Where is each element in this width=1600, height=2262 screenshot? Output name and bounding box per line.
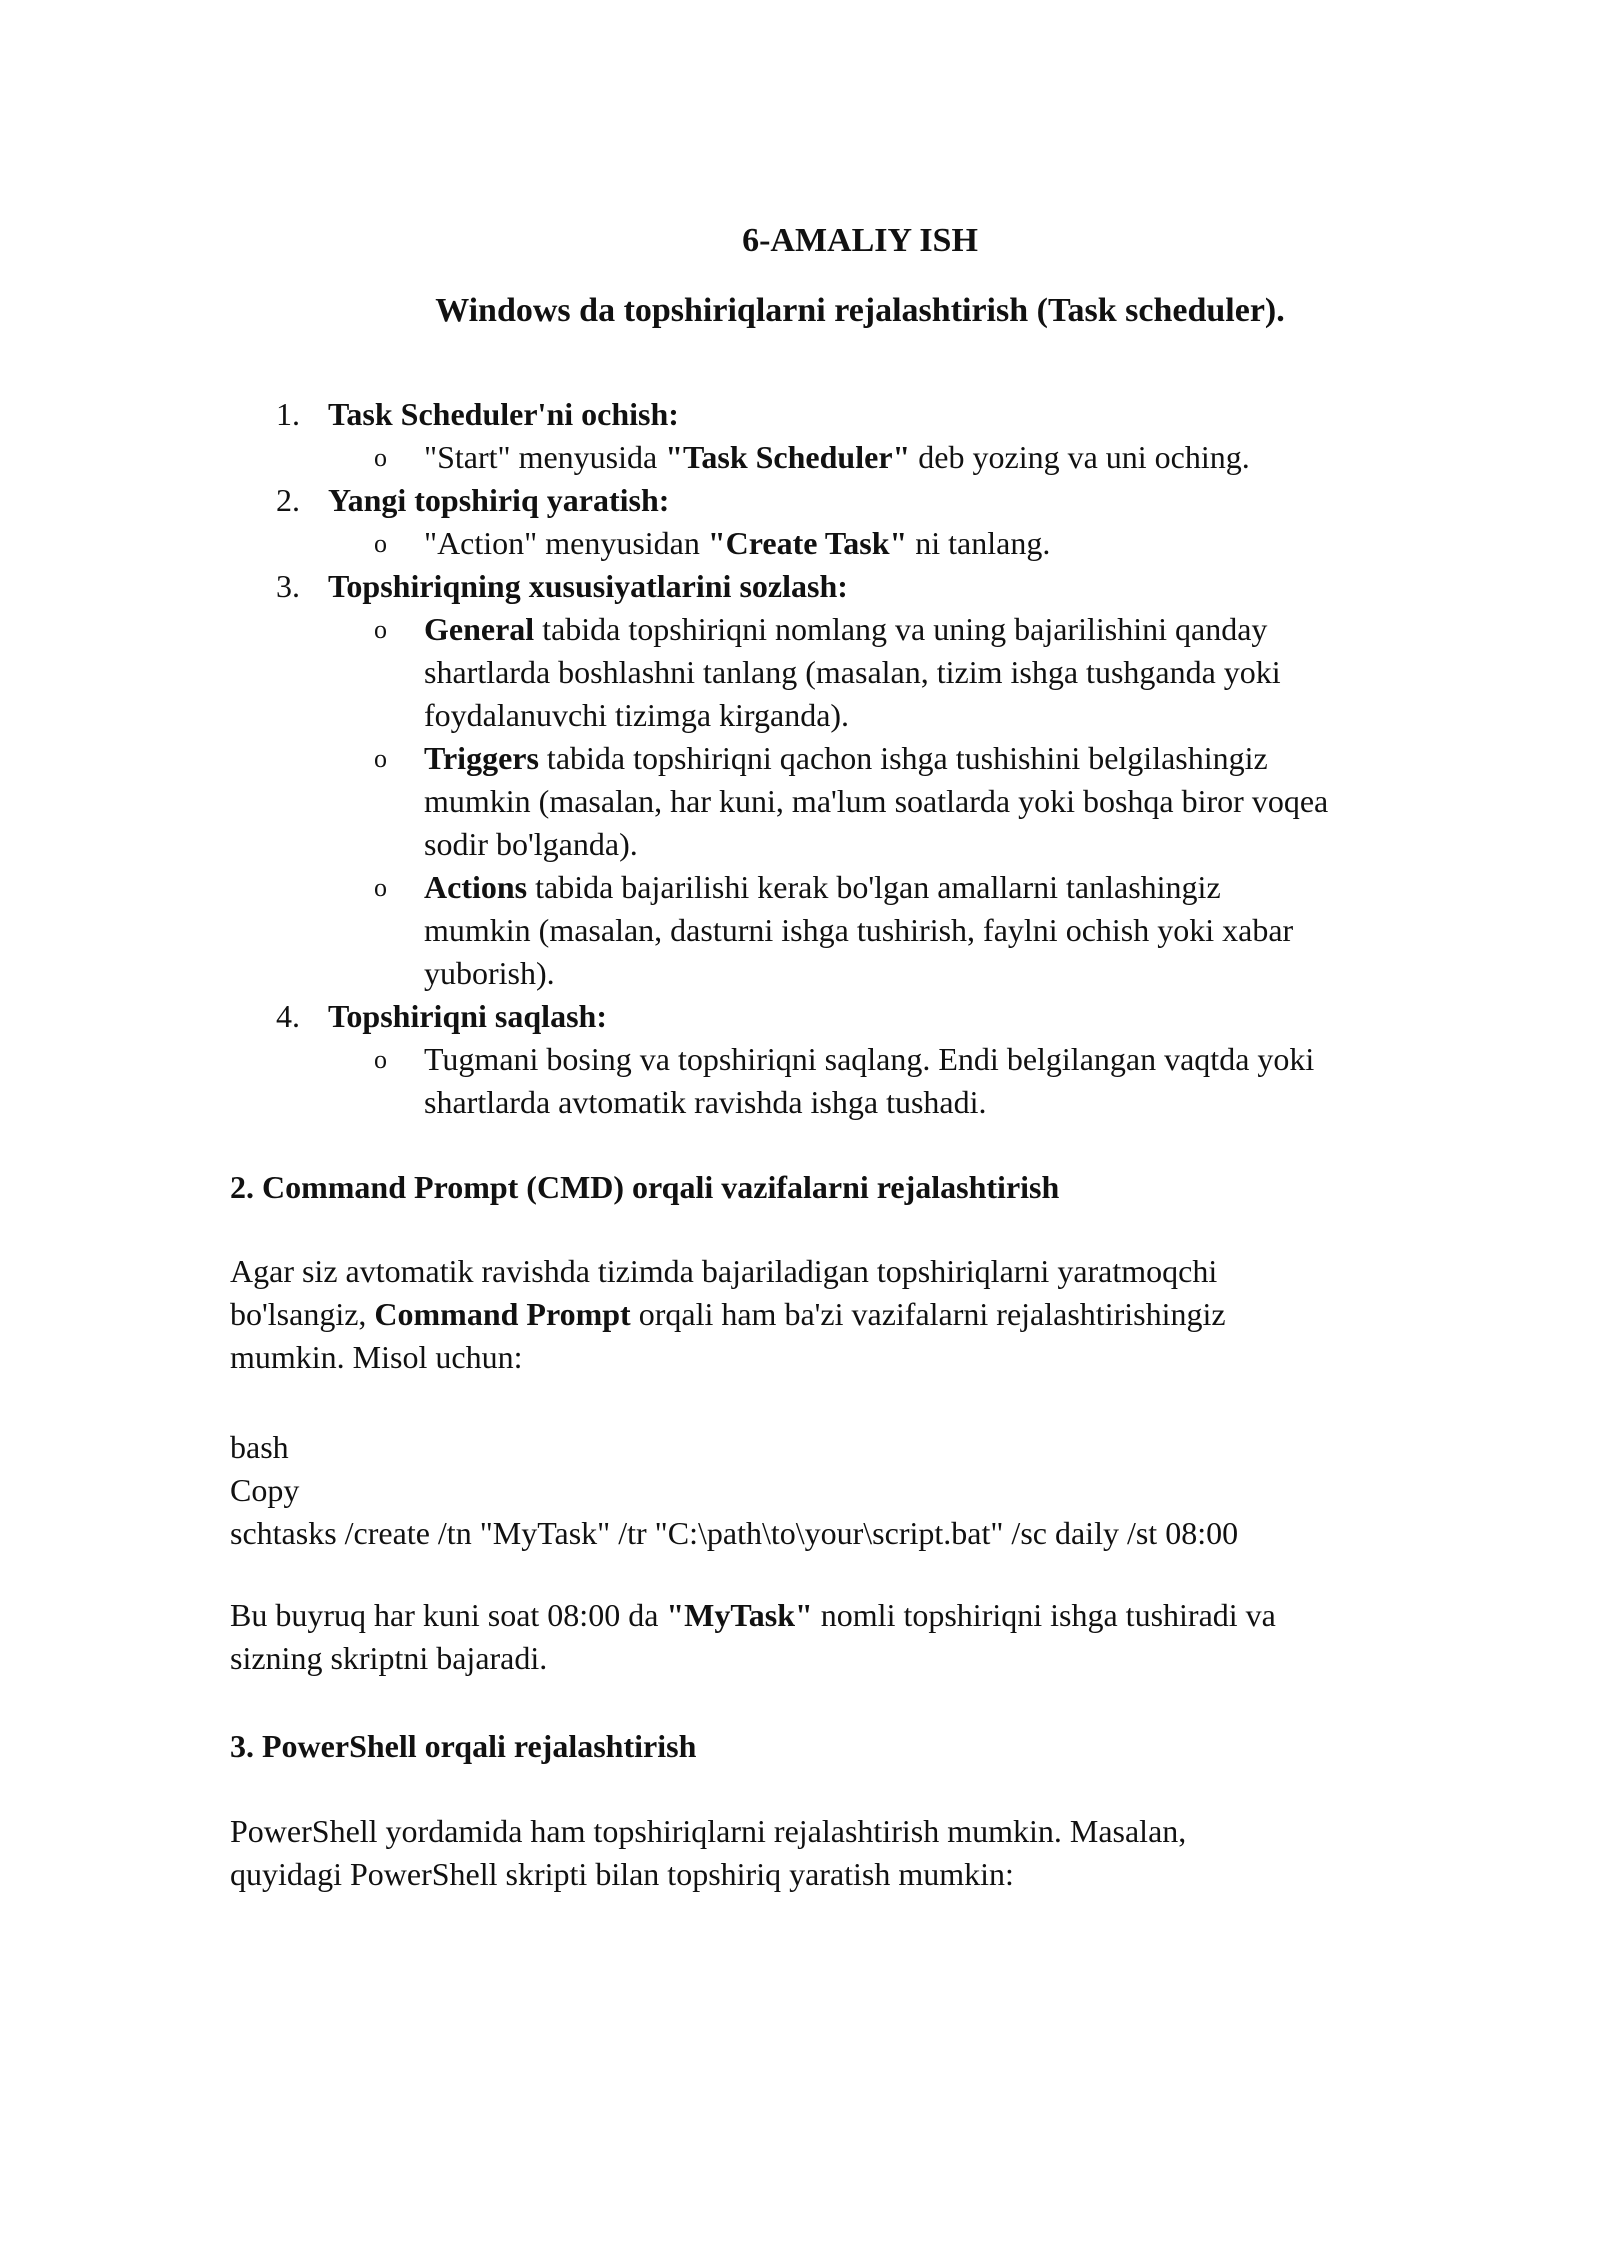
copy-button[interactable]: Copy [230,1472,300,1508]
steps-list [230,393,1530,1124]
sub-list [328,1038,1530,1124]
sub-item-text: foydalanuvchi tizimga kirganda). [424,697,850,733]
step-item [230,393,1530,479]
bullet-icon: o [374,443,387,472]
page-subtitle: Windows da topshiriqlarni rejalashtirish (Task scheduler). [435,292,1285,329]
cmd-paragraph-text: mumkin. Misol uchun: [230,1339,523,1375]
sub-item [328,436,1530,479]
sub-item-text: Tugmani bosing va topshiriqni saqlang. Endi belgilangan vaqtda yoki [424,1041,1315,1077]
bullet-icon: o [374,1045,387,1074]
cmd-section-heading: 2. Command Prompt (CMD) orqali vazifalarni rejalashtirish [230,1169,1060,1205]
command-explanation-text: nomli topshiriqni ishga tushiradi va [812,1597,1276,1633]
sub-item-bold-term: "Create Task" [707,525,908,561]
step-item [230,479,1530,565]
sub-item [328,1038,1530,1124]
step-number: 3. [276,568,300,604]
cmd-paragraph-text: orqali ham ba'zi vazifalarni rejalashtirishingiz [630,1296,1226,1332]
sub-item-text: mumkin (masalan, har kuni, ma'lum soatlarda yoki boshqa biror voqea [424,783,1329,819]
cmd-section [230,1166,1500,1209]
sub-item-line [424,780,1530,823]
step-item [230,565,1530,995]
sub-item-bold-term: "Task Scheduler" [665,439,911,475]
bullet-icon: o [374,744,387,773]
bullet-icon: o [374,873,387,902]
sub-item-bold-term: General [424,611,535,647]
sub-list [328,608,1530,995]
sub-item-text: "Action" menyusidan [424,525,708,561]
sub-list [328,522,1530,565]
command-explanation-line [230,1594,1500,1637]
sub-item-line [424,823,1530,866]
sub-item-line [424,952,1530,995]
sub-item-line [424,1038,1530,1081]
sub-item-line [424,694,1530,737]
step-title: Topshiriqning xususiyatlarini sozlash: [328,568,848,604]
sub-item-text: sodir bo'lganda). [424,826,638,862]
command-explanation-text: Bu buyruq har kuni soat 08:00 da [230,1597,667,1633]
powershell-paragraph-line [230,1853,1500,1896]
sub-item-line [424,522,1530,565]
sub-item [328,608,1530,737]
step-number: 4. [276,998,300,1034]
command-explanation-bold-term: "MyTask" [666,1597,813,1633]
code-language-label: bash [230,1429,289,1465]
cmd-paragraph-bold-term: Command Prompt [374,1296,631,1332]
powershell-paragraph-text: quyidagi PowerShell skripti bilan topshiriq yaratish mumkin: [230,1856,1014,1892]
sub-item [328,866,1530,995]
command-explanation-line [230,1637,1500,1680]
sub-item-line [424,866,1530,909]
page-title: 6-AMALIY ISH [742,222,978,259]
command-explanation-text: sizning skriptni bajaradi. [230,1640,548,1676]
sub-item-text: shartlarda avtomatik ravishda ishga tushadi. [424,1084,987,1120]
sub-item-line [424,608,1530,651]
powershell-section-heading: 3. PowerShell orqali rejalashtirish [230,1728,697,1764]
powershell-paragraph-text: PowerShell yordamida ham topshiriqlarni rejalashtirish mumkin. Masalan, [230,1813,1187,1849]
powershell-section [230,1725,1500,1768]
sub-item-text: tabida bajarilishi kerak bo'lgan amallarni tanlashingiz [527,869,1221,905]
sub-item-bold-term: Actions [424,869,528,905]
sub-item-text: tabida topshiriqni qachon ishga tushishini belgilashingiz [538,740,1268,776]
step-title: Yangi topshiriq yaratish: [328,482,670,518]
sub-item-text: ni tanlang. [907,525,1051,561]
sub-item-line [424,651,1530,694]
cmd-paragraph-text: Agar siz avtomatik ravishda tizimda bajariladigan topshiriqlarni yaratmoqchi [230,1253,1218,1289]
sub-list [328,436,1530,479]
cmd-paragraph [230,1250,1500,1379]
code-command: schtasks /create /tn "MyTask" /tr "C:\path\to\your\script.bat" /sc daily /st 08:00 [230,1515,1239,1551]
bullet-icon: o [374,615,387,644]
step-item [230,995,1530,1124]
sub-item-line [424,436,1530,479]
sub-item-text: tabida topshiriqni nomlang va uning bajarilishini qanday [534,611,1268,647]
sub-item-bold-term: Triggers [424,740,539,776]
step-title: Task Scheduler'ni ochish: [328,396,679,432]
step-title: Topshiriqni saqlash: [328,998,607,1034]
sub-item-line [424,737,1530,780]
cmd-paragraph-text: bo'lsangiz, [230,1296,375,1332]
sub-item-line [424,909,1530,952]
cmd-paragraph-line [230,1336,1500,1379]
powershell-paragraph-line [230,1810,1500,1853]
sub-item-text: shartlarda boshlashni tanlang (masalan, tizim ishga tushganda yoki [424,654,1281,690]
sub-item-line [424,1081,1530,1124]
cmd-paragraph-line [230,1293,1500,1336]
command-explanation [230,1594,1500,1680]
sub-item-text: yuborish). [424,955,555,991]
sub-item [328,737,1530,866]
sub-item-text: "Start" menyusida [424,439,666,475]
sub-item [328,522,1530,565]
bullet-icon: o [374,529,387,558]
powershell-paragraph [230,1810,1500,1896]
step-number: 2. [276,482,300,518]
sub-item-text: mumkin (masalan, dasturni ishga tushirish, faylni ochish yoki xabar [424,912,1294,948]
sub-item-text: deb yozing va uni oching. [910,439,1250,475]
code-block [230,1426,1500,1555]
step-number: 1. [276,396,300,432]
cmd-paragraph-line [230,1250,1500,1293]
